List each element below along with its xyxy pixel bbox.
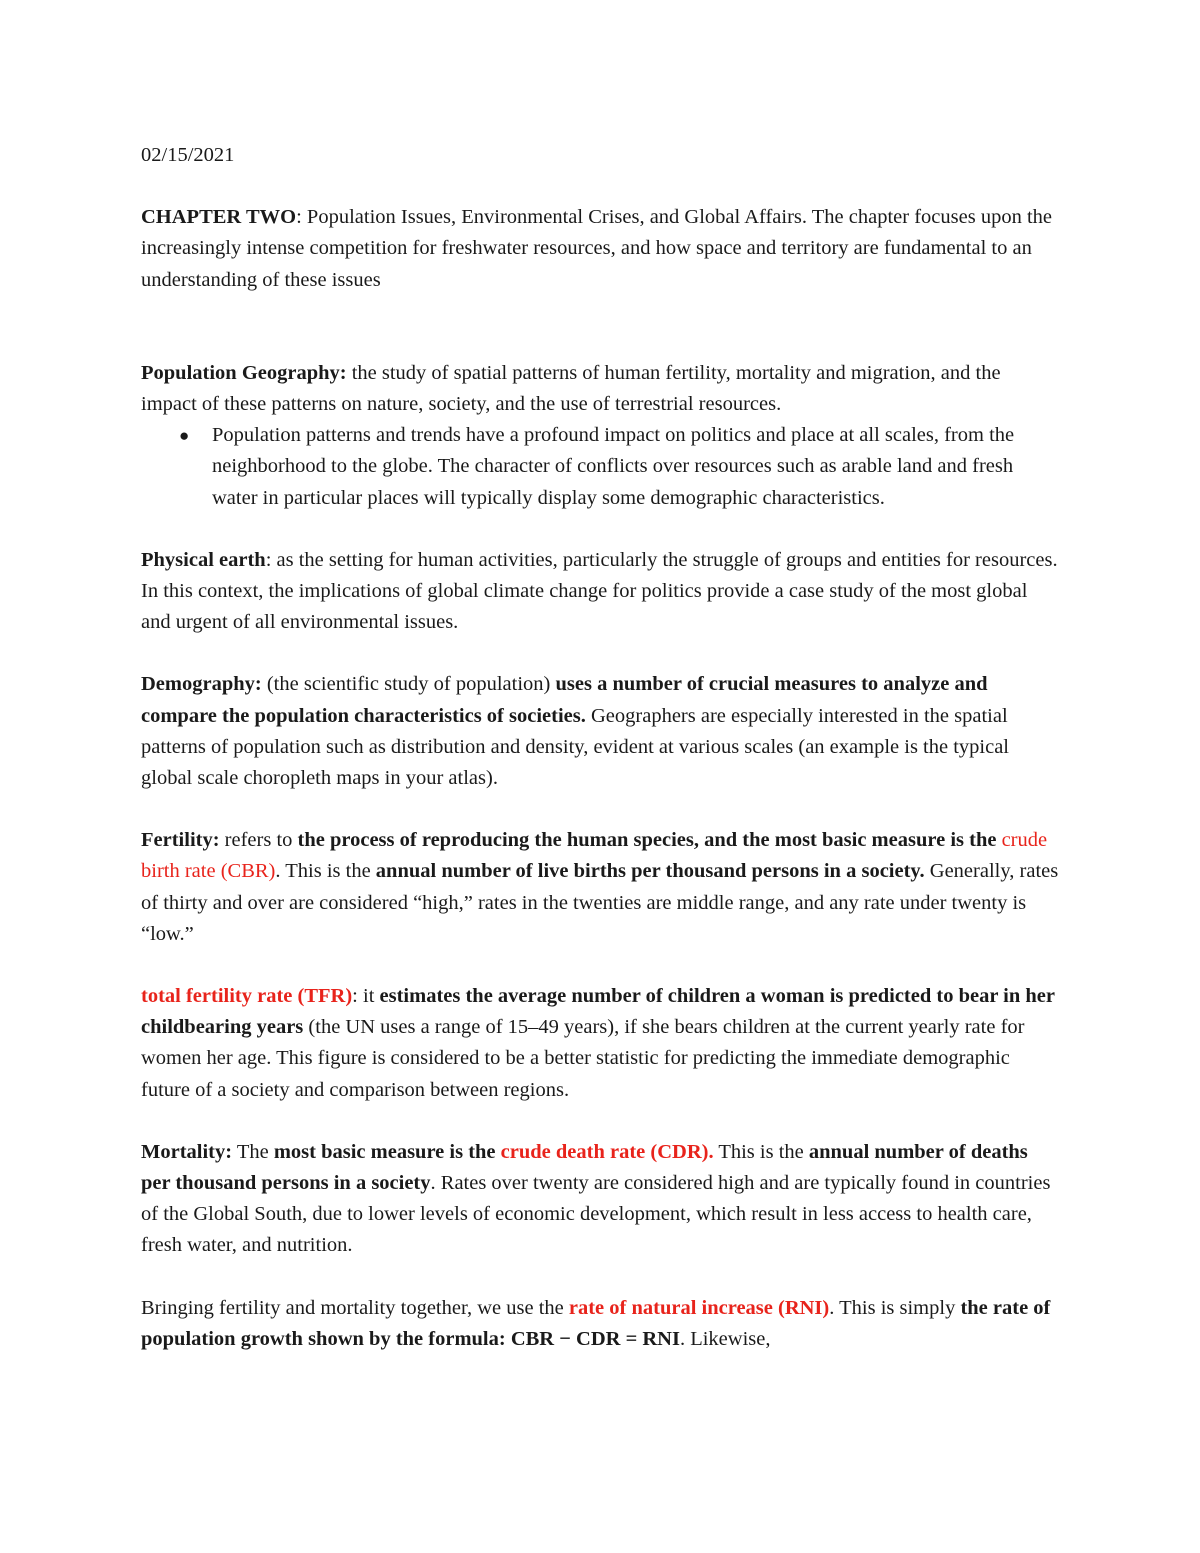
mortality-paragraph xyxy=(141,1137,1061,1262)
chapter-intro-text: : Population Issues, Environmental Crises, and Global Affairs. The chapter focuses upon the increasingly intense competition for freshwater resources, and how space and territory are fundamental to an understanding of these issues xyxy=(141,206,1052,291)
population-geography-paragraph xyxy=(141,358,1061,420)
physical-earth-text: : as the setting for human activities, particularly the struggle of groups and entities for resources. In this context, the implications of global climate change for politics provide a case study of the most global and urgent of all environmental issues. xyxy=(141,548,1058,634)
chapter-intro xyxy=(141,202,1061,296)
demography-text-2: Geographers are especially interested in the spatial patterns of population such as distribution and density, evident at various scales (an example is the typical global scale choropleth maps in your atlas). xyxy=(141,704,1009,790)
rni-text-1: Bringing fertility and mortality together, we use the xyxy=(141,1296,569,1319)
mortality-term: Mortality: xyxy=(141,1140,233,1163)
mortality-bold-1: most basic measure is the xyxy=(273,1140,496,1163)
bullet-text: Population patterns and trends have a profound impact on politics and place at all scales, from the neighborhood to the globe. The character of conflicts over resources such as arable land and fresh water in particular places will typically display some demographic characteristics. xyxy=(212,424,1015,509)
mortality-text-1: The xyxy=(232,1140,274,1163)
fertility-text-3: Generally, rates of thirty and over are considered “high,” rates in the twenties are middle range, and any rate under twenty is “low.” xyxy=(141,860,1059,945)
tfr-text-2: (the UN uses a range of 15–49 years), if she bears children at the current yearly rate for women her age. This figure is considered to be a better statistic for predicting the immediate demographic future of a society and comparison between regions. xyxy=(141,1016,1025,1101)
rni-term: rate of natural increase (RNI) xyxy=(568,1296,830,1319)
population-geography-bullets xyxy=(141,420,1061,514)
fertility-text-1: refers to xyxy=(219,829,298,852)
fertility-bold-2: annual number of live births per thousand persons in a society. xyxy=(375,860,925,883)
tfr-bold-1: estimates the average number of children a woman is predicted to bear in her childbearing years xyxy=(141,985,1055,1039)
fertility-paragraph xyxy=(141,825,1061,950)
tfr-text-1: : it xyxy=(352,985,380,1008)
rni-formula: the rate of population growth shown by the formula: CBR − CDR = RNI xyxy=(141,1296,1051,1350)
demography-bold-1: uses a number of crucial measures to analyze and compare the population characteristics of societies. xyxy=(141,673,988,727)
list-item xyxy=(141,420,1061,514)
mortality-text-2: This is the xyxy=(713,1140,809,1163)
demography-term: Demography: xyxy=(141,673,262,696)
rni-text-2: . This is simply xyxy=(829,1296,961,1319)
cbr-term: crude birth rate (CBR) xyxy=(141,829,1048,883)
bullet-icon: ● xyxy=(179,426,190,446)
fertility-term: Fertility: xyxy=(141,829,220,852)
document-date: 02/15/2021 xyxy=(141,144,235,166)
population-geography-term: Population Geography: xyxy=(141,361,347,384)
fertility-bold-1: the process of reproducing the human species, and the most basic measure is the xyxy=(297,829,997,852)
tfr-term: total fertility rate (TFR) xyxy=(141,985,353,1008)
demography-paragraph xyxy=(141,669,1061,794)
chapter-label: CHAPTER TWO xyxy=(141,206,297,229)
tfr-paragraph xyxy=(141,981,1061,1106)
cdr-term: crude death rate (CDR). xyxy=(500,1140,714,1163)
population-geography-text: the study of spatial patterns of human fertility, mortality and migration, and the impact of these patterns on nature, society, and the use of terrestrial resources. xyxy=(141,361,1001,416)
mortality-text-3: . Rates over twenty are considered high and are typically found in countries of the Global South, due to lower levels of economic development, which result in less access to health care, fresh water, and nutrition. xyxy=(141,1172,1051,1257)
physical-earth-term: Physical earth xyxy=(141,548,266,571)
physical-earth-paragraph xyxy=(141,545,1061,639)
fertility-text-2: . This is the xyxy=(275,860,376,883)
document-page xyxy=(141,140,1061,1355)
rni-text-3: . Likewise, xyxy=(679,1327,771,1350)
demography-text-1: (the scientific study of population) xyxy=(261,673,556,696)
rni-paragraph xyxy=(141,1293,1061,1355)
mortality-bold-2: annual number of deaths per thousand persons in a society xyxy=(141,1140,1028,1195)
